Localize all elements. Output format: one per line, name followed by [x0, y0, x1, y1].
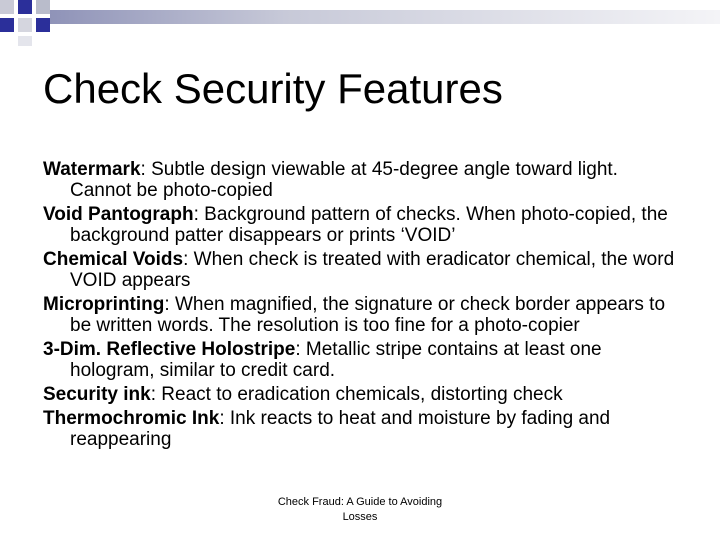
bullet-text: : React to eradication chemicals, distorting check [150, 384, 563, 405]
bullet-text: : When magnified, the signature or check border appears to be written words. The resolution is too fine for a photo-copier [70, 294, 666, 336]
deco-square [0, 18, 14, 32]
bullet-item [43, 159, 683, 201]
bullet-text: : Ink reacts to heat and moisture by fading and reappearing [70, 408, 611, 450]
slide-footer [260, 495, 460, 525]
bullet-text: : Subtle design viewable at 45-degree angle toward light. Cannot be photo-copied [70, 159, 618, 201]
bullet-text: : Metallic stripe contains at least one hologram, similar to credit card. [70, 339, 602, 381]
deco-square [18, 36, 32, 46]
footer-line: Check Fraud: A Guide to Avoiding [277, 496, 443, 508]
bullet-item [43, 294, 683, 336]
bullet-term: Thermochromic Ink [43, 408, 220, 429]
bullet-item [43, 339, 683, 381]
deco-square [18, 18, 32, 32]
bullet-text: : When check is treated with eradicator chemical, the word VOID appears [70, 249, 675, 291]
deco-square [36, 18, 50, 32]
bullet-list [43, 159, 683, 453]
bullet-term: 3-Dim. Reflective Holostripe [43, 339, 296, 360]
bullet-term: Security ink [43, 384, 151, 405]
bullet-item [43, 408, 683, 450]
header-decoration [0, 0, 720, 50]
bullet-item [43, 384, 683, 405]
bullet-term: Microprinting [43, 294, 165, 315]
header-gradient-bar [50, 10, 720, 24]
deco-square [0, 0, 14, 14]
deco-square [18, 0, 32, 14]
deco-square [36, 0, 50, 14]
bullet-item [43, 204, 683, 246]
bullet-term: Chemical Voids [43, 249, 184, 270]
footer-line: Losses [342, 511, 378, 523]
bullet-term: Watermark [43, 159, 141, 180]
slide-title: Check Security Features [43, 65, 503, 112]
bullet-text: : Background pattern of checks. When photo-copied, the background patter disappears or prints ‘VOID’ [70, 204, 668, 246]
bullet-term: Void Pantograph [43, 204, 194, 225]
bullet-item [43, 249, 683, 291]
